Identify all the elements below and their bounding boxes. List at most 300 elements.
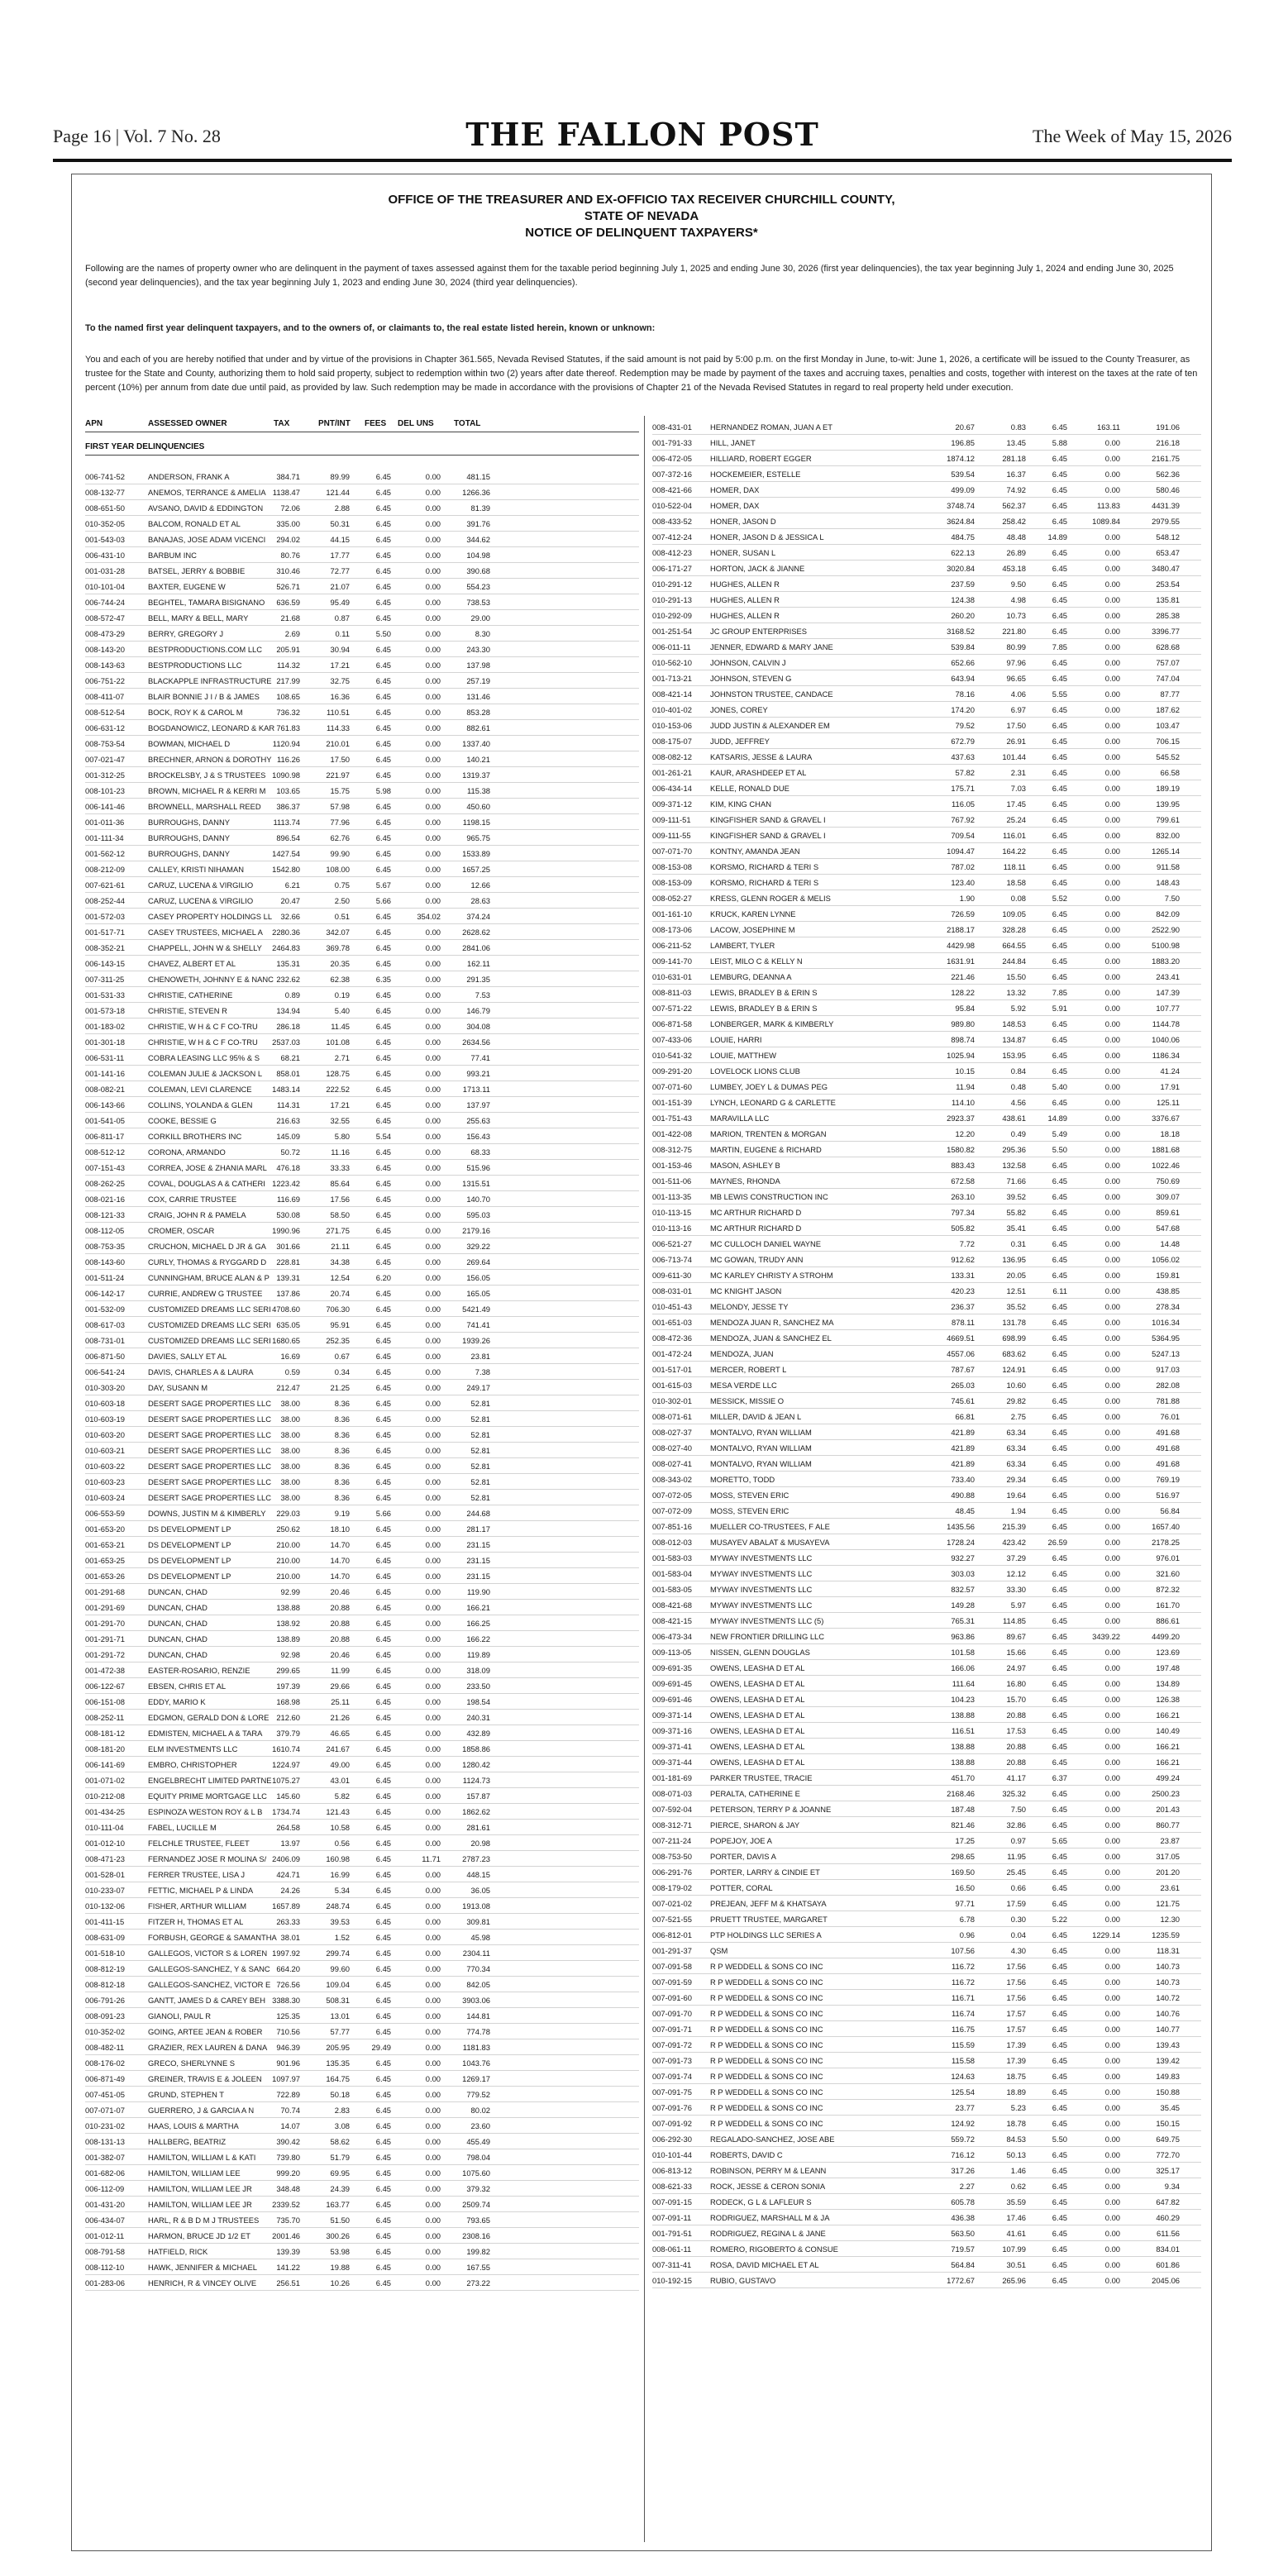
table-row <box>652 1864 1201 1880</box>
cell-owner: MESSICK, MISSIE O <box>710 1396 785 1405</box>
cell-fees: 6.45 <box>1052 564 1067 573</box>
table-row <box>652 1409 1201 1424</box>
cell-pnt-int: 0.30 <box>1010 1915 1026 1924</box>
cell-del-uns: 0.00 <box>425 1305 441 1314</box>
cell-owner: MAYNES, RHONDA <box>710 1176 780 1185</box>
cell-apn: 001-153-46 <box>652 1161 692 1170</box>
cell-fees: 6.45 <box>375 1870 391 1879</box>
cell-owner: BELL, MARY & BELL, MARY <box>148 613 249 623</box>
cell-del-uns: 0.00 <box>425 1367 441 1376</box>
cell-total: 757.07 <box>1156 658 1180 667</box>
cell-pnt-int: 55.82 <box>1006 1208 1026 1217</box>
cell-total: 52.81 <box>470 1399 490 1408</box>
cell-del-uns: 0.00 <box>425 692 441 701</box>
cell-fees: 6.45 <box>1052 2150 1067 2159</box>
cell-fees: 6.45 <box>375 1524 391 1534</box>
cell-del-uns: 0.00 <box>1104 1224 1120 1233</box>
cell-del-uns: 0.00 <box>425 755 441 764</box>
cell-apn: 007-451-05 <box>85 2090 125 2099</box>
cell-total: 1181.83 <box>462 2043 490 2052</box>
table-row <box>652 1644 1201 1660</box>
cell-fees: 6.45 <box>375 1572 391 1581</box>
cell-apn: 001-653-26 <box>85 1572 125 1581</box>
cell-fees: 6.45 <box>375 2184 391 2193</box>
cell-apn: 008-061-11 <box>652 2244 692 2254</box>
cell-del-uns: 0.00 <box>1104 1161 1120 1170</box>
cell-apn: 007-091-76 <box>652 2103 692 2112</box>
cell-tax: 232.62 <box>276 975 300 984</box>
cell-owner: MYWAY INVESTMENTS LLC <box>710 1585 813 1594</box>
cell-total: 1016.34 <box>1152 1318 1180 1327</box>
cell-tax: 2.69 <box>284 629 300 638</box>
cell-del-uns: 0.00 <box>425 2247 441 2256</box>
cell-fees: 6.45 <box>375 1257 391 1267</box>
cell-del-uns: 0.00 <box>425 1383 441 1392</box>
cell-apn: 001-011-36 <box>85 818 125 827</box>
table-row <box>85 579 639 594</box>
cell-owner: BANAJAS, JOSE ADAM VICENCI <box>148 535 266 544</box>
cell-total: 56.84 <box>1160 1506 1180 1515</box>
cell-fees: 6.45 <box>375 2200 391 2209</box>
table-row <box>652 1770 1201 1786</box>
table-row <box>85 799 639 814</box>
cell-del-uns: 0.00 <box>425 1791 441 1801</box>
cell-owner: MC KARLEY CHRISTY A STROHM <box>710 1271 833 1280</box>
cell-pnt-int: 72.77 <box>330 566 350 575</box>
cell-apn: 010-153-06 <box>652 721 692 730</box>
cell-del-uns: 0.00 <box>1104 595 1120 604</box>
cell-pnt-int: 11.45 <box>331 1022 350 1031</box>
table-row <box>652 828 1201 843</box>
cell-apn: 008-791-58 <box>85 2247 125 2256</box>
cell-owner: NEW FRONTIER DRILLING LLC <box>710 1632 825 1641</box>
table-row <box>652 419 1201 435</box>
cell-apn: 006-871-49 <box>85 2074 125 2083</box>
cell-pnt-int: 29.66 <box>330 1682 350 1691</box>
cell-apn: 007-091-75 <box>652 2087 692 2097</box>
cell-owner: BOGDANOWICZ, LEONARD & KAR <box>148 723 275 732</box>
cell-total: 2787.23 <box>462 1854 490 1863</box>
cell-pnt-int: 0.08 <box>1010 894 1026 903</box>
cell-fees: 6.45 <box>1052 1051 1067 1060</box>
cell-pnt-int: 17.59 <box>1006 1899 1026 1908</box>
cell-apn: 008-753-50 <box>652 1852 692 1861</box>
cell-owner: MC GOWAN, TRUDY ANN <box>710 1255 804 1264</box>
cell-owner: COX, CARRIE TRUSTEE <box>148 1195 237 1204</box>
cell-owner: LACOW, JOSEPHINE M <box>710 925 795 934</box>
cell-pnt-int: 135.35 <box>326 2058 350 2068</box>
cell-apn: 010-291-12 <box>652 580 692 589</box>
cell-owner: FETTIC, MICHAEL P & LINDA <box>148 1886 254 1895</box>
cell-owner: ROCK, JESSE & CERON SONIA <box>710 2182 826 2191</box>
cell-owner: R P WEDDELL & SONS CO INC <box>710 2025 823 2034</box>
table-row <box>85 2071 639 2087</box>
cell-fees: 5.22 <box>1052 1915 1067 1924</box>
cell-tax: 20.47 <box>280 896 300 905</box>
cell-tax: 38.00 <box>280 1477 300 1486</box>
cell-fees: 5.52 <box>1052 894 1067 903</box>
cell-del-uns: 0.00 <box>1104 1946 1120 1955</box>
cell-fees: 6.45 <box>1052 721 1067 730</box>
cell-fees: 6.45 <box>375 928 391 937</box>
cell-del-uns: 0.00 <box>425 2184 441 2193</box>
cell-tax: 135.31 <box>276 959 300 968</box>
cell-owner: HAMILTON, WILLIAM LEE <box>148 2168 241 2178</box>
delinquency-table-left <box>85 419 639 2291</box>
cell-fees: 6.45 <box>375 708 391 717</box>
cell-pnt-int: 21.11 <box>331 1242 350 1251</box>
cell-pnt-int: 0.34 <box>334 1367 350 1376</box>
cell-apn: 008-471-23 <box>85 1854 125 1863</box>
cell-fees: 6.45 <box>375 2011 391 2020</box>
table-row <box>652 1487 1201 1503</box>
cell-total: 23.60 <box>470 2121 490 2130</box>
table-row <box>85 2008 639 2024</box>
cell-fees: 6.45 <box>1052 1899 1067 1908</box>
cell-tax: 1025.94 <box>947 1051 975 1060</box>
cell-apn: 001-031-28 <box>85 566 125 575</box>
cell-del-uns: 0.00 <box>425 896 441 905</box>
cell-apn: 001-791-51 <box>652 2229 692 2238</box>
cell-total: 7.38 <box>475 1367 490 1376</box>
cell-fees: 6.45 <box>1052 1506 1067 1515</box>
cell-apn: 008-411-07 <box>85 692 125 701</box>
cell-tax: 250.62 <box>276 1524 300 1534</box>
cell-pnt-int: 97.96 <box>1006 658 1026 667</box>
cell-owner: KORSMO, RICHARD & TERI S <box>710 878 819 887</box>
cell-total: 140.73 <box>1156 1977 1180 1987</box>
cell-total: 257.19 <box>466 676 490 685</box>
cell-apn: 010-111-04 <box>85 1823 124 1832</box>
cell-owner: EDGMON, GERALD DON & LORE <box>148 1713 270 1722</box>
cell-apn: 007-621-61 <box>85 880 125 890</box>
table-row <box>652 906 1201 922</box>
cell-tax: 217.99 <box>276 676 300 685</box>
cell-tax: 878.11 <box>952 1318 975 1327</box>
cell-pnt-int: 13.01 <box>330 2011 350 2020</box>
cell-pnt-int: 63.34 <box>1006 1428 1026 1437</box>
table-row <box>652 1000 1201 1016</box>
cell-tax: 116.05 <box>952 799 975 809</box>
cell-fees: 6.45 <box>1052 627 1067 636</box>
cell-owner: JOHNSON, STEVEN G <box>710 674 792 683</box>
cell-total: 5100.98 <box>1152 941 1180 950</box>
table-row <box>652 1079 1201 1095</box>
cell-owner: MENDOZA, JUAN & SANCHEZ EL <box>710 1333 832 1343</box>
cell-fees: 6.45 <box>375 1744 391 1753</box>
cell-owner: HUGHES, ALLEN R <box>710 595 780 604</box>
cell-apn: 010-101-44 <box>652 2150 692 2159</box>
cell-tax: 636.59 <box>276 598 300 607</box>
cell-apn: 006-141-46 <box>85 802 125 811</box>
cell-tax: 761.83 <box>276 723 300 732</box>
cell-tax: 726.59 <box>951 909 975 918</box>
cell-apn: 001-511-24 <box>85 1273 125 1282</box>
table-row <box>652 765 1201 780</box>
cell-tax: 115.58 <box>952 2056 975 2065</box>
cell-tax: 672.58 <box>951 1176 975 1185</box>
cell-total: 35.45 <box>1160 2103 1180 2112</box>
cell-del-uns: 0.00 <box>425 1650 441 1659</box>
cell-total: 547.68 <box>1156 1224 1180 1233</box>
cell-total: 66.58 <box>1160 768 1180 777</box>
cell-del-uns: 0.00 <box>425 849 441 858</box>
cell-owner: R P WEDDELL & SONS CO INC <box>710 2119 823 2128</box>
cell-fees: 6.45 <box>1052 1962 1067 1971</box>
cell-apn: 008-179-02 <box>652 1883 692 1892</box>
cell-tax: 265.03 <box>951 1381 975 1390</box>
cell-owner: GALLEGOS, VICTOR S & LOREN <box>148 1949 268 1958</box>
table-row <box>85 2165 639 2181</box>
cell-apn: 001-562-12 <box>85 849 125 858</box>
cell-del-uns: 0.00 <box>1104 1459 1120 1468</box>
cell-apn: 010-192-15 <box>652 2276 692 2285</box>
cell-apn: 008-181-20 <box>85 1744 125 1753</box>
cell-pnt-int: 17.56 <box>330 1195 350 1204</box>
cell-total: 2500.23 <box>1152 1789 1180 1798</box>
cell-del-uns: 0.00 <box>425 676 441 685</box>
cell-pnt-int: 96.65 <box>1006 674 1026 683</box>
cell-owner: BALCOM, RONALD ET AL <box>148 519 241 528</box>
cell-total: 2634.56 <box>462 1038 490 1047</box>
cell-tax: 38.00 <box>280 1493 300 1502</box>
cell-owner: PERALTA, CATHERINE E <box>710 1789 800 1798</box>
cell-tax: 564.84 <box>951 2260 975 2269</box>
cell-fees: 6.45 <box>1052 1491 1067 1500</box>
cell-del-uns: 0.00 <box>1104 2182 1120 2191</box>
cell-fees: 6.45 <box>375 802 391 811</box>
cell-owner: CARUZ, LUCENA & VIRGILIO <box>148 880 254 890</box>
cell-tax: 539.54 <box>951 470 975 479</box>
cell-apn: 006-741-52 <box>85 472 125 481</box>
table-row <box>85 610 639 626</box>
cell-tax: 932.27 <box>951 1553 975 1562</box>
table-row <box>85 532 639 547</box>
cell-fees: 6.45 <box>375 1116 391 1125</box>
cell-pnt-int: 18.75 <box>1006 2072 1026 2081</box>
cell-pnt-int: 32.75 <box>330 676 350 685</box>
cell-apn: 006-011-11 <box>652 642 691 651</box>
cell-fees: 6.45 <box>375 1964 391 1973</box>
cell-del-uns: 0.00 <box>425 2216 441 2225</box>
cell-tax: 141.22 <box>276 2263 300 2272</box>
cell-apn: 006-521-27 <box>652 1239 692 1248</box>
cell-total: 115.38 <box>467 786 490 795</box>
cell-owner: BROWNELL, MARSHALL REED <box>148 802 261 811</box>
cell-del-uns: 0.00 <box>425 1006 441 1015</box>
cell-fees: 6.45 <box>375 1195 391 1204</box>
cell-apn: 001-422-08 <box>652 1129 692 1138</box>
cell-tax: 138.88 <box>951 1742 975 1751</box>
cell-apn: 006-472-05 <box>652 454 692 463</box>
cell-total: 119.89 <box>467 1650 490 1659</box>
cell-tax: 175.71 <box>951 784 975 793</box>
cell-tax: 1580.82 <box>947 1145 975 1154</box>
cell-tax: 739.80 <box>276 2153 300 2162</box>
cell-tax: 80.76 <box>280 551 300 560</box>
cell-fees: 6.45 <box>375 1823 391 1832</box>
cell-apn: 008-421-66 <box>652 485 692 494</box>
cell-del-uns: 0.00 <box>425 802 441 811</box>
cell-tax: 263.33 <box>276 1917 300 1926</box>
cell-tax: 114.31 <box>277 1100 300 1109</box>
cell-apn: 001-653-20 <box>85 1524 125 1534</box>
cell-tax: 2537.03 <box>272 1038 300 1047</box>
cell-del-uns: 0.00 <box>1104 674 1120 683</box>
cell-fees: 6.45 <box>375 1917 391 1926</box>
cell-fees: 6.45 <box>375 1980 391 1989</box>
cell-del-uns: 0.00 <box>1104 2056 1120 2065</box>
cell-del-uns: 0.00 <box>1104 1679 1120 1688</box>
cell-owner: JUDD, JEFFREY <box>710 737 770 746</box>
cell-fees: 6.45 <box>1052 2197 1067 2206</box>
cell-tax: 2280.36 <box>272 928 300 937</box>
delinquency-table-right <box>652 419 1201 2288</box>
cell-total: 244.68 <box>466 1509 490 1518</box>
cell-fees: 6.45 <box>375 2074 391 2083</box>
cell-fees: 5.66 <box>375 1509 391 1518</box>
cell-tax: 2188.17 <box>947 925 975 934</box>
cell-fees: 6.45 <box>375 1399 391 1408</box>
table-row <box>652 1550 1201 1566</box>
cell-apn: 010-233-07 <box>85 1886 125 1895</box>
cell-total: 8.30 <box>475 629 490 638</box>
cell-del-uns: 0.00 <box>425 2058 441 2068</box>
cell-pnt-int: 7.50 <box>1010 1805 1026 1814</box>
cell-total: 157.87 <box>466 1791 490 1801</box>
cell-total: 1124.73 <box>462 1776 490 1785</box>
cell-apn: 001-583-05 <box>652 1585 692 1594</box>
cell-total: 1533.89 <box>462 849 490 858</box>
cell-owner: CUSTOMIZED DREAMS LLC SERI <box>148 1320 271 1329</box>
cell-apn: 007-372-16 <box>652 470 692 479</box>
cell-del-uns: 0.00 <box>1104 1443 1120 1453</box>
cell-pnt-int: 116.01 <box>1003 831 1026 840</box>
table-row <box>85 720 639 736</box>
table-row <box>85 1647 639 1662</box>
cell-apn: 009-113-05 <box>652 1648 692 1657</box>
cell-del-uns: 0.00 <box>1104 2244 1120 2254</box>
cell-del-uns: 0.00 <box>1104 941 1120 950</box>
cell-owner: MUELLER CO-TRUSTEES, F ALE <box>710 1522 830 1531</box>
cell-owner: PREJEAN, JEFF M & KHATSAYA <box>710 1899 827 1908</box>
cell-tax: 1120.94 <box>272 739 300 748</box>
cell-fees: 6.45 <box>1052 2182 1067 2191</box>
cell-owner: MOSS, STEVEN ERIC <box>710 1506 789 1515</box>
cell-pnt-int: 698.99 <box>1002 1333 1026 1343</box>
cell-fees: 6.45 <box>375 1619 391 1628</box>
cell-fees: 6.45 <box>1052 1632 1067 1641</box>
cell-fees: 6.45 <box>375 692 391 701</box>
cell-total: 29.00 <box>470 613 490 623</box>
table-row <box>652 1723 1201 1739</box>
cell-pnt-int: 221.80 <box>1002 627 1026 636</box>
cell-owner: MYWAY INVESTMENTS LLC (5) <box>710 1616 824 1625</box>
cell-fees: 6.45 <box>1052 1192 1067 1201</box>
cell-del-uns: 0.00 <box>1104 2213 1120 2222</box>
table-row <box>85 689 639 704</box>
table-row <box>652 1707 1201 1723</box>
cell-owner: R P WEDDELL & SONS CO INC <box>710 2009 823 2018</box>
cell-pnt-int: 16.36 <box>330 692 350 701</box>
cell-total: 140.76 <box>1156 2009 1180 2018</box>
cell-fees: 6.45 <box>375 1776 391 1785</box>
cell-tax: 95.84 <box>955 1004 975 1013</box>
cell-apn: 007-021-47 <box>85 755 125 764</box>
cell-fees: 6.45 <box>1052 1224 1067 1233</box>
cell-fees: 6.45 <box>375 1430 391 1439</box>
table-row <box>652 2068 1201 2084</box>
cell-owner: HAAS, LOUIS & MARTHA <box>148 2121 239 2130</box>
cell-del-uns: 0.00 <box>1104 2040 1120 2049</box>
table-row <box>85 484 639 500</box>
cell-del-uns: 0.00 <box>1104 2025 1120 2034</box>
cell-apn: 008-143-20 <box>85 645 125 654</box>
table-row <box>652 985 1201 1000</box>
cell-fees: 14.89 <box>1047 532 1067 541</box>
cell-del-uns: 0.00 <box>1104 1428 1120 1437</box>
cell-del-uns: 0.00 <box>425 661 441 670</box>
cell-total: 231.15 <box>466 1572 490 1581</box>
table-row <box>85 1678 639 1694</box>
cell-pnt-int: 2.31 <box>1010 768 1026 777</box>
cell-apn: 007-091-71 <box>652 2025 692 2034</box>
cell-fees: 6.45 <box>375 1682 391 1691</box>
cell-tax: 858.01 <box>276 1069 300 1078</box>
cell-apn: 008-153-09 <box>652 878 692 887</box>
cell-owner: BOCK, ROY K & CAROL M <box>148 708 243 717</box>
table-row <box>85 1223 639 1238</box>
cell-tax: 196.85 <box>951 438 975 447</box>
cell-apn: 008-512-54 <box>85 708 125 717</box>
cell-tax: 424.71 <box>276 1870 300 1879</box>
cell-tax: 1610.74 <box>272 1744 300 1753</box>
cell-owner: LOUIE, HARRI <box>710 1035 762 1044</box>
cell-tax: 733.40 <box>951 1475 975 1484</box>
cell-fees: 6.45 <box>1052 2166 1067 2175</box>
cell-owner: BAXTER, EUGENE W <box>148 582 226 591</box>
cell-del-uns: 0.00 <box>425 1179 441 1188</box>
cell-tax: 451.70 <box>951 1773 975 1782</box>
table-row <box>85 861 639 877</box>
table-row <box>85 1003 639 1018</box>
cell-fees: 6.45 <box>375 2090 391 2099</box>
cell-fees: 6.45 <box>1052 737 1067 746</box>
cell-fees: 6.45 <box>375 1085 391 1094</box>
cell-tax: 263.10 <box>951 1192 975 1201</box>
cell-tax: 1874.12 <box>947 454 975 463</box>
column-divider <box>644 416 645 2542</box>
cell-owner: MC KNIGHT JASON <box>710 1286 782 1295</box>
cell-total: 139.95 <box>1156 799 1180 809</box>
cell-del-uns: 0.00 <box>1104 1333 1120 1343</box>
cell-apn: 008-143-63 <box>85 661 125 670</box>
table-row <box>85 940 639 956</box>
cell-pnt-int: 0.75 <box>334 880 350 890</box>
cell-fees: 6.45 <box>375 1949 391 1958</box>
cell-pnt-int: 118.11 <box>1003 862 1026 871</box>
cell-pnt-int: 58.62 <box>330 2137 350 2146</box>
cell-del-uns: 0.00 <box>425 2137 441 2146</box>
cell-fees: 6.45 <box>375 1839 391 1848</box>
cell-apn: 010-603-20 <box>85 1430 125 1439</box>
cell-tax: 38.00 <box>280 1399 300 1408</box>
cell-fees: 6.45 <box>1052 1428 1067 1437</box>
cell-tax: 2.27 <box>959 2182 975 2191</box>
cell-total: 80.02 <box>470 2106 490 2115</box>
cell-apn: 008-027-37 <box>652 1428 692 1437</box>
cell-fees: 6.11 <box>1052 1286 1067 1295</box>
